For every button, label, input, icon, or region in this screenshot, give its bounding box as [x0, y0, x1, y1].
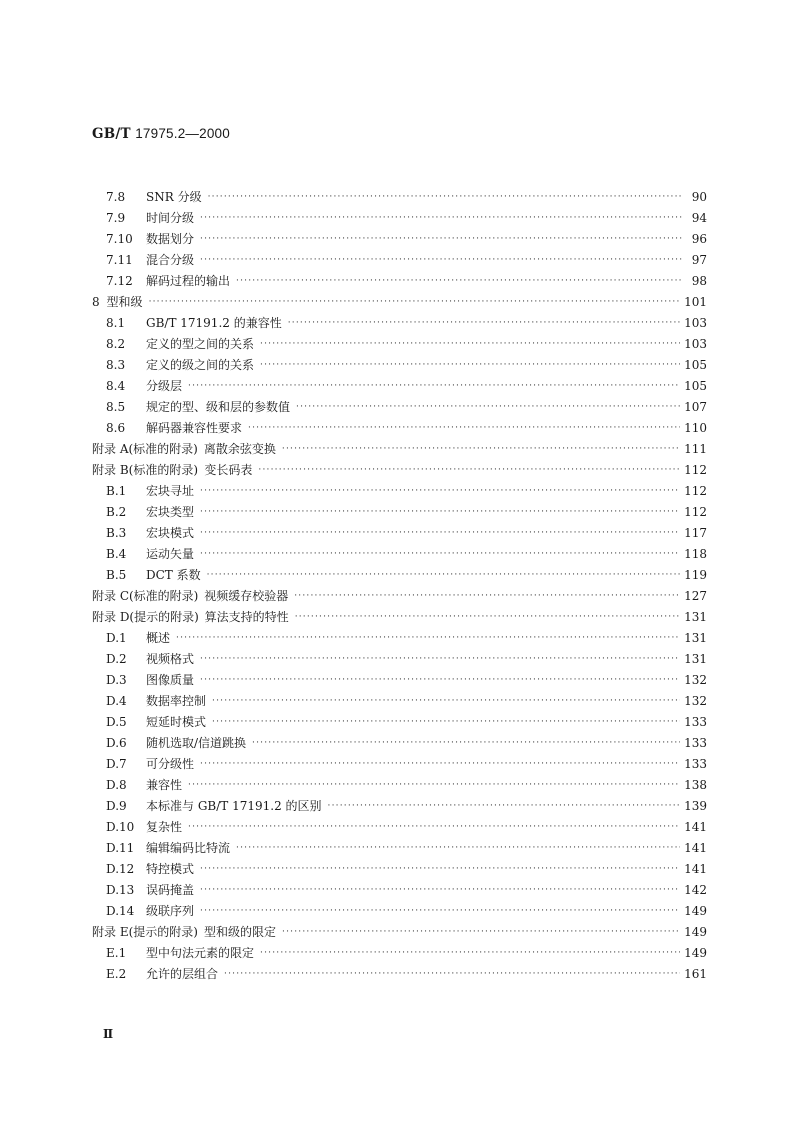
toc-entry-number: 8.2 — [106, 336, 126, 351]
toc-entry-page: 149 — [684, 903, 707, 918]
toc-entry-title: 特控模式 — [146, 862, 195, 876]
toc-entry[interactable] — [92, 270, 707, 291]
toc-entry-title: 视频缓存校验器 — [204, 589, 289, 603]
toc-entry-page: 133 — [684, 735, 707, 750]
toc-entry-page: 132 — [684, 672, 707, 687]
toc-entry-page: 119 — [684, 567, 707, 582]
toc-leader-dots — [200, 905, 680, 917]
toc-entry-title: 定义的级之间的关系 — [146, 358, 255, 372]
toc-entry-title: 编辑编码比特流 — [146, 841, 231, 855]
toc-entry-page: 98 — [691, 273, 707, 288]
toc-entry-title: 型和级 — [106, 295, 143, 309]
toc-entry-number: D.12 — [106, 861, 135, 876]
toc-entry-number: B.3 — [106, 525, 127, 540]
toc-entry[interactable] — [92, 732, 707, 753]
toc-entry[interactable] — [92, 207, 707, 228]
toc-entry-page: 127 — [684, 588, 707, 603]
toc-entry-title: 规定的型、级和层的参数值 — [146, 400, 291, 414]
toc-entry[interactable] — [92, 942, 707, 963]
toc-entry[interactable] — [92, 921, 707, 942]
standard-prefix: GB/T — [92, 126, 131, 142]
toc-leader-dots — [200, 506, 680, 518]
toc-entry-page: 105 — [684, 357, 707, 372]
toc-entry-title: 本标准与 GB/T 17191.2 的区别 — [146, 799, 322, 813]
toc-entry-number: 8.6 — [106, 420, 126, 435]
toc-leader-dots — [248, 422, 680, 434]
toc-entry[interactable]: 8 型和级 ····· 101 — [92, 291, 707, 312]
toc-entry-page: 133 — [684, 756, 707, 771]
toc-leader-dots — [188, 821, 680, 833]
toc-leader-dots — [176, 632, 680, 644]
toc-entry-title: 数据划分 — [146, 232, 195, 246]
toc-entry-title: 运动矢量 — [146, 547, 195, 561]
toc-entry-number: 附录 A(标准的附录) — [92, 442, 198, 456]
toc-entry-page: 142 — [684, 882, 707, 897]
toc-entry-number: 8.4 — [106, 378, 126, 393]
toc-entry-page: 149 — [684, 945, 707, 960]
toc-entry[interactable] — [92, 711, 707, 732]
toc-leader-dots — [282, 443, 680, 455]
toc-entry[interactable] — [92, 501, 707, 522]
toc-entry-page: 90 — [691, 189, 707, 204]
toc-leader-dots — [200, 653, 680, 665]
toc-entry[interactable] — [92, 795, 707, 816]
toc-entry-title: 变长码表 — [204, 463, 253, 477]
toc-entry[interactable] — [92, 900, 707, 921]
toc-leader-dots — [188, 779, 680, 791]
toc-entry-title: 型中句法元素的限定 — [146, 946, 255, 960]
toc-entry-number: D.9 — [106, 798, 127, 813]
toc-entry-title: 概述 — [146, 631, 171, 645]
toc-entry-page: 131 — [684, 630, 707, 645]
toc-entry[interactable] — [92, 564, 707, 585]
toc-entry-page: 110 — [684, 420, 707, 435]
toc-leader-dots — [212, 695, 680, 707]
toc-entry[interactable] — [92, 837, 707, 858]
toc-entry[interactable] — [92, 480, 707, 501]
toc-entry-number: D.5 — [106, 714, 127, 729]
toc-entry[interactable] — [92, 249, 707, 270]
toc-entry-title: 级联序列 — [146, 904, 195, 918]
toc-entry-number: D.3 — [106, 672, 127, 687]
toc-leader-dots — [260, 947, 680, 959]
toc-entry-number: B.5 — [106, 567, 127, 582]
toc-leader-dots — [236, 842, 680, 854]
toc-leader-dots — [200, 884, 680, 896]
toc-entry-page: 94 — [691, 210, 707, 225]
toc-entry-page: 103 — [684, 315, 707, 330]
toc-entry-title: 宏块类型 — [146, 505, 195, 519]
document-header — [92, 126, 230, 142]
toc-entry[interactable] — [92, 228, 707, 249]
toc-entry-number: D.7 — [106, 756, 127, 771]
toc-entry-number: 8.1 — [106, 315, 126, 330]
toc-entry[interactable] — [92, 858, 707, 879]
toc-entry[interactable] — [92, 354, 707, 375]
toc-entry[interactable] — [92, 690, 707, 711]
toc-leader-dots — [258, 464, 680, 476]
toc-entry-title: 误码掩盖 — [146, 883, 195, 897]
toc-entry-number: 8.5 — [106, 399, 126, 414]
toc-entry-page: 112 — [684, 504, 707, 519]
toc-leader-dots — [260, 359, 680, 371]
toc-leader-dots — [200, 758, 680, 770]
page-number: Ⅱ — [103, 1027, 114, 1041]
toc-leader-dots — [200, 254, 683, 266]
toc-entry-number: D.11 — [106, 840, 135, 855]
toc-entry-page: 149 — [684, 924, 707, 939]
toc-entry-page: 141 — [684, 840, 707, 855]
toc-leader-dots — [188, 380, 680, 392]
toc-entry-title: 复杂性 — [146, 820, 183, 834]
toc-entry-number: 附录 E(提示的附录) — [92, 925, 198, 939]
toc-entry-title: 时间分级 — [146, 211, 195, 225]
toc-leader-dots — [149, 296, 681, 308]
toc-entry-number: D.4 — [106, 693, 127, 708]
toc-entry[interactable] — [92, 648, 707, 669]
toc-entry-title: 视频格式 — [146, 652, 195, 666]
toc-entry-title: 兼容性 — [146, 778, 183, 792]
toc-entry-title: 宏块模式 — [146, 526, 195, 540]
toc-entry-number: 7.9 — [106, 210, 126, 225]
toc-entry-page: 111 — [684, 441, 707, 456]
toc-entry-page: 97 — [691, 252, 707, 267]
toc-entry-number: B.2 — [106, 504, 127, 519]
toc-entry[interactable] — [92, 438, 707, 459]
toc-entry-title: 随机选取/信道跳换 — [146, 736, 247, 750]
toc-entry[interactable] — [92, 879, 707, 900]
toc-entry-page: 112 — [684, 462, 707, 477]
toc-leader-dots — [224, 968, 680, 980]
toc-entry-page: 161 — [684, 966, 707, 981]
toc-entry-page: 112 — [684, 483, 707, 498]
toc-entry-page: 141 — [684, 819, 707, 834]
toc-entry-title: 型和级的限定 — [204, 925, 277, 939]
toc-entry[interactable] — [92, 186, 707, 207]
toc-entry-title: 离散余弦变换 — [203, 442, 276, 456]
toc-entry-page: 107 — [684, 399, 707, 414]
toc-entry-number: 附录 B(标准的附录) — [92, 463, 198, 477]
toc-leader-dots — [200, 674, 680, 686]
toc-entry-title: 短延时模式 — [146, 715, 207, 729]
toc-entry-title: 算法支持的特性 — [204, 610, 289, 624]
toc-entry-number: D.2 — [106, 651, 127, 666]
toc-entry-page: 133 — [684, 714, 707, 729]
toc-entry-page: 103 — [684, 336, 707, 351]
toc-entry-title: 解码过程的输出 — [146, 274, 231, 288]
toc-entry[interactable] — [92, 585, 707, 606]
toc-entry-page: 105 — [684, 378, 707, 393]
toc-entry[interactable] — [92, 543, 707, 564]
toc-entry-number: 7.11 — [106, 252, 133, 267]
toc-entry-number: 附录 D(提示的附录) — [92, 610, 199, 624]
toc-entry-number: E.2 — [106, 966, 127, 981]
toc-entry[interactable] — [92, 963, 707, 984]
toc-entry[interactable] — [92, 396, 707, 417]
standard-number: 17975.2—2000 — [135, 126, 230, 141]
toc-entry[interactable] — [92, 375, 707, 396]
toc-entry-number: 7.8 — [106, 189, 126, 204]
toc-entry-title: 解码器兼容性要求 — [146, 421, 243, 435]
toc-entry-number: 附录 C(标准的附录) — [92, 589, 199, 603]
toc-entry-page: 118 — [684, 546, 707, 561]
toc-entry[interactable] — [92, 417, 707, 438]
toc-leader-dots — [200, 233, 683, 245]
toc-entry-page: 96 — [691, 231, 707, 246]
toc-entry[interactable] — [92, 774, 707, 795]
toc-entry[interactable] — [92, 753, 707, 774]
toc-leader-dots — [212, 716, 680, 728]
toc-leader-dots — [200, 485, 680, 497]
toc-leader-dots — [200, 863, 680, 875]
toc-leader-dots — [282, 926, 680, 938]
toc-entry-page: 138 — [684, 777, 707, 792]
toc-entry[interactable] — [92, 816, 707, 837]
toc-entry-number: B.4 — [106, 546, 127, 561]
toc-entry-number: D.10 — [106, 819, 135, 834]
toc-entry[interactable] — [92, 606, 707, 627]
toc-entry-title: 混合分级 — [146, 253, 195, 267]
toc-entry-title: 图像质量 — [146, 673, 195, 687]
toc-entry-number: D.1 — [106, 630, 127, 645]
toc-entry-page: 139 — [684, 798, 707, 813]
toc-entry-page: 131 — [684, 609, 707, 624]
toc-leader-dots — [288, 317, 680, 329]
toc-entry-page: 131 — [684, 651, 707, 666]
toc-entry-page: 141 — [684, 861, 707, 876]
toc-entry-number: B.1 — [106, 483, 127, 498]
toc-entry-number: 7.10 — [106, 231, 133, 246]
toc-entry[interactable] — [92, 312, 707, 333]
toc-leader-dots — [260, 338, 680, 350]
toc-leader-dots — [295, 611, 680, 623]
toc-entry-title: 可分级性 — [146, 757, 195, 771]
toc-entry-page: 117 — [684, 525, 707, 540]
toc-entry-title: 分级层 — [146, 379, 183, 393]
toc-entry[interactable] — [92, 627, 707, 648]
toc-entry[interactable] — [92, 459, 707, 480]
toc-leader-dots — [200, 548, 680, 560]
toc-leader-dots — [328, 800, 681, 812]
toc-leader-dots — [200, 527, 680, 539]
toc-entry[interactable] — [92, 669, 707, 690]
toc-entry-title: DCT 系数 — [146, 568, 201, 582]
toc-leader-dots — [294, 590, 680, 602]
toc-entry-title: 数据率控制 — [146, 694, 207, 708]
toc-leader-dots — [296, 401, 680, 413]
table-of-contents — [92, 186, 707, 984]
toc-entry-title: GB/T 17191.2 的兼容性 — [146, 316, 282, 330]
toc-entry-number: 8.3 — [106, 357, 126, 372]
toc-leader-dots — [236, 275, 683, 287]
toc-leader-dots — [208, 191, 683, 203]
toc-entry-number: 7.12 — [106, 273, 133, 288]
toc-leader-dots — [252, 737, 680, 749]
toc-leader-dots — [207, 569, 680, 581]
toc-entry-number: D.6 — [106, 735, 127, 750]
toc-leader-dots — [200, 212, 683, 224]
toc-entry-page: 132 — [684, 693, 707, 708]
toc-entry-title: 定义的型之间的关系 — [146, 337, 255, 351]
toc-entry[interactable] — [92, 333, 707, 354]
toc-entry[interactable] — [92, 522, 707, 543]
toc-entry-number: E.1 — [106, 945, 127, 960]
toc-entry-page: 101 — [684, 294, 707, 309]
toc-entry-title: 宏块寻址 — [146, 484, 195, 498]
toc-entry-title: SNR 分级 — [146, 190, 202, 204]
toc-entry-number: D.8 — [106, 777, 127, 792]
toc-entry-number: D.13 — [106, 882, 135, 897]
toc-entry-title: 允许的层组合 — [146, 967, 219, 981]
toc-entry-number: D.14 — [106, 903, 135, 918]
